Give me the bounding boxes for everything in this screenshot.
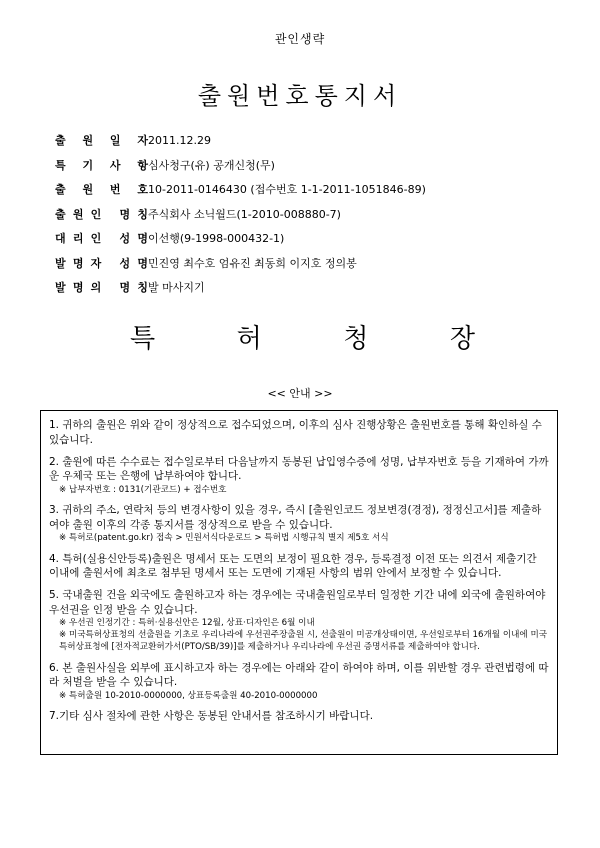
- info-label-char: 성: [119, 256, 131, 270]
- info-label: [55, 206, 148, 222]
- document-title: 출원번호통지서: [197, 82, 403, 110]
- info-label: [55, 157, 148, 173]
- info-label-char: 원: [82, 134, 94, 148]
- info-row-inventors: [55, 251, 575, 276]
- notice-note: ※ 납부자번호 : 0131(기관코드) + 접수번호: [59, 484, 227, 495]
- notice-text: 7.기타 심사 절차에 관한 사항은 동봉된 안내서를 참조하시기 바랍니다.: [49, 710, 374, 722]
- issuer-char: 허: [236, 324, 262, 354]
- info-label-char: 자: [137, 134, 148, 148]
- notice-item: [49, 709, 549, 724]
- info-label-char: [108, 230, 112, 246]
- info-label-char: 사: [109, 158, 121, 172]
- info-label-char: 인: [90, 232, 102, 246]
- notice-item: [49, 588, 549, 653]
- info-label-char: 칭: [137, 281, 148, 295]
- notice-text: 4. 특허(실용신안등록)출원은 명세서 또는 도면의 보정이 필요한 경우, 등록결정 이전 또는 의견서 제출기간 이내에 출원서에 최초로 첨부된 명세서 또는 도면에 기재된 사항의 범위 안에서 보정할 수 있습니다.: [49, 552, 537, 579]
- info-label-char: 특: [55, 158, 66, 172]
- notice-text: 2. 출원에 따른 수수료는 접수일로부터 다음날까지 동봉된 납입영수증에 성명, 납부자번호 등을 기재하여 가까운 우체국 또는 은행에 납부하여야 합니다.: [49, 455, 549, 482]
- issuer-char: 장: [449, 324, 475, 354]
- notice-item: [49, 503, 549, 544]
- seal-omitted-label: 관인생략: [274, 32, 326, 46]
- notice-note: ※ 특허로(patent.go.kr) 접속 > 민원서식다운로드 > 특허법 시행규칙 별지 제5호 서식: [59, 533, 389, 543]
- notice-text: 3. 귀하의 주소, 연락처 등의 변경사항이 있을 경우, 즉시 [출원인코드 정보변경(경정), 정정신고서]를 제출하여야 출원 이후의 각종 통지서를 정상적으로 받을 수 있습니다.: [49, 504, 542, 531]
- info-label: [55, 230, 148, 246]
- info-label-char: 자: [90, 256, 102, 270]
- info-label-char: 번: [109, 183, 121, 197]
- info-label-char: [108, 279, 112, 295]
- guide-heading: << 안내 >>: [267, 387, 333, 400]
- info-label-char: 성: [119, 232, 131, 246]
- info-value: 2011.12.29: [148, 133, 211, 147]
- issuer-char: 특: [130, 324, 156, 354]
- info-label-char: 항: [137, 158, 148, 172]
- info-label-char: 대: [55, 232, 66, 246]
- info-label-char: [108, 255, 112, 271]
- info-label-char: 명: [119, 207, 131, 221]
- info-value: 이선행(9-1998-000432-1): [148, 232, 285, 246]
- info-row-special-notes: [55, 153, 575, 178]
- info-label-char: 명: [137, 256, 148, 270]
- info-label: [55, 181, 148, 197]
- info-label-char: 발: [55, 256, 66, 270]
- notice-item: [49, 455, 549, 496]
- notice-note: ※ 미국특허상표청의 선출원을 기초로 우리나라에 우선권주장출원 시, 선출원이 미공개상태이면, 우선일로부터 16개월 이내에 미국특허상표청에 [전자적교환허가서(PTO/SB/39)]를 제출하거나 우리나라에 우선권 증명서류를 제출하여야 합니다.: [59, 630, 548, 652]
- info-label-char: 출: [55, 183, 66, 197]
- info-label-char: 명: [72, 281, 84, 295]
- info-label-char: 칭: [137, 207, 148, 221]
- info-label-char: 발: [55, 281, 66, 295]
- notice-item: [49, 552, 549, 581]
- info-value: 주식회사 소닉월드(1-2010-008880-7): [148, 207, 341, 221]
- info-row-agent: [55, 226, 575, 251]
- info-label: [55, 279, 148, 295]
- info-label-char: 리: [72, 232, 84, 246]
- info-label-char: 출: [55, 207, 66, 221]
- info-row-application-number: [55, 177, 575, 202]
- application-info: [55, 128, 575, 300]
- info-row-applicant: [55, 202, 575, 227]
- info-value: 민진영 최수호 엄유진 최동희 이지호 정의봉: [148, 256, 357, 270]
- info-label-char: 호: [137, 183, 148, 197]
- info-label-char: 명: [137, 232, 148, 246]
- notice-item: [49, 661, 549, 702]
- info-label-char: 명: [119, 281, 131, 295]
- notice-item: [49, 418, 549, 447]
- issuer-title: [130, 318, 475, 355]
- info-label-char: [108, 206, 112, 222]
- info-label-char: 원: [72, 207, 84, 221]
- info-label-char: 일: [109, 134, 121, 148]
- info-label-char: 명: [72, 256, 84, 270]
- info-value: 10-2011-0146430 (접수번호 1-1-2011-1051846-89): [148, 183, 426, 197]
- info-label-char: 인: [90, 207, 102, 221]
- info-label: [55, 132, 148, 148]
- notice-box: [40, 410, 558, 755]
- notice-text: 6. 본 출원사실을 외부에 표시하고자 하는 경우에는 아래와 같이 하여야 하며, 이를 위반할 경우 관련법령에 따라 처벌을 받을 수 있습니다.: [49, 661, 549, 688]
- notice-note: ※ 우선권 인정기간 : 특허·실용신안은 12월, 상표·디자인은 6월 이내: [59, 618, 315, 628]
- info-label-char: 원: [82, 183, 94, 197]
- notice-text: 1. 귀하의 출원은 위와 같이 정상적으로 접수되었으며, 이후의 심사 진행상황은 출원번호를 통해 확인하실 수 있습니다.: [49, 419, 542, 446]
- info-value: 발 마사지기: [148, 281, 205, 295]
- notice-note: ※ 특허출원 10-2010-0000000, 상표등록출원 40-2010-0000000: [59, 690, 318, 701]
- info-row-filing-date: [55, 128, 575, 153]
- issuer-char: 청: [343, 324, 369, 354]
- info-label-char: 의: [90, 281, 102, 295]
- notice-text: 5. 국내출원 건을 외국에도 출원하고자 하는 경우에는 국내출원일로부터 일정한 기간 내에 외국에 출원하여야 우선권을 인정 받을 수 있습니다.: [49, 589, 546, 616]
- info-label-char: 출: [55, 134, 66, 148]
- info-row-invention-title: [55, 275, 575, 300]
- info-label: [55, 255, 148, 271]
- info-label-char: 기: [82, 158, 94, 172]
- info-value: 심사청구(유) 공개신청(무): [148, 158, 275, 172]
